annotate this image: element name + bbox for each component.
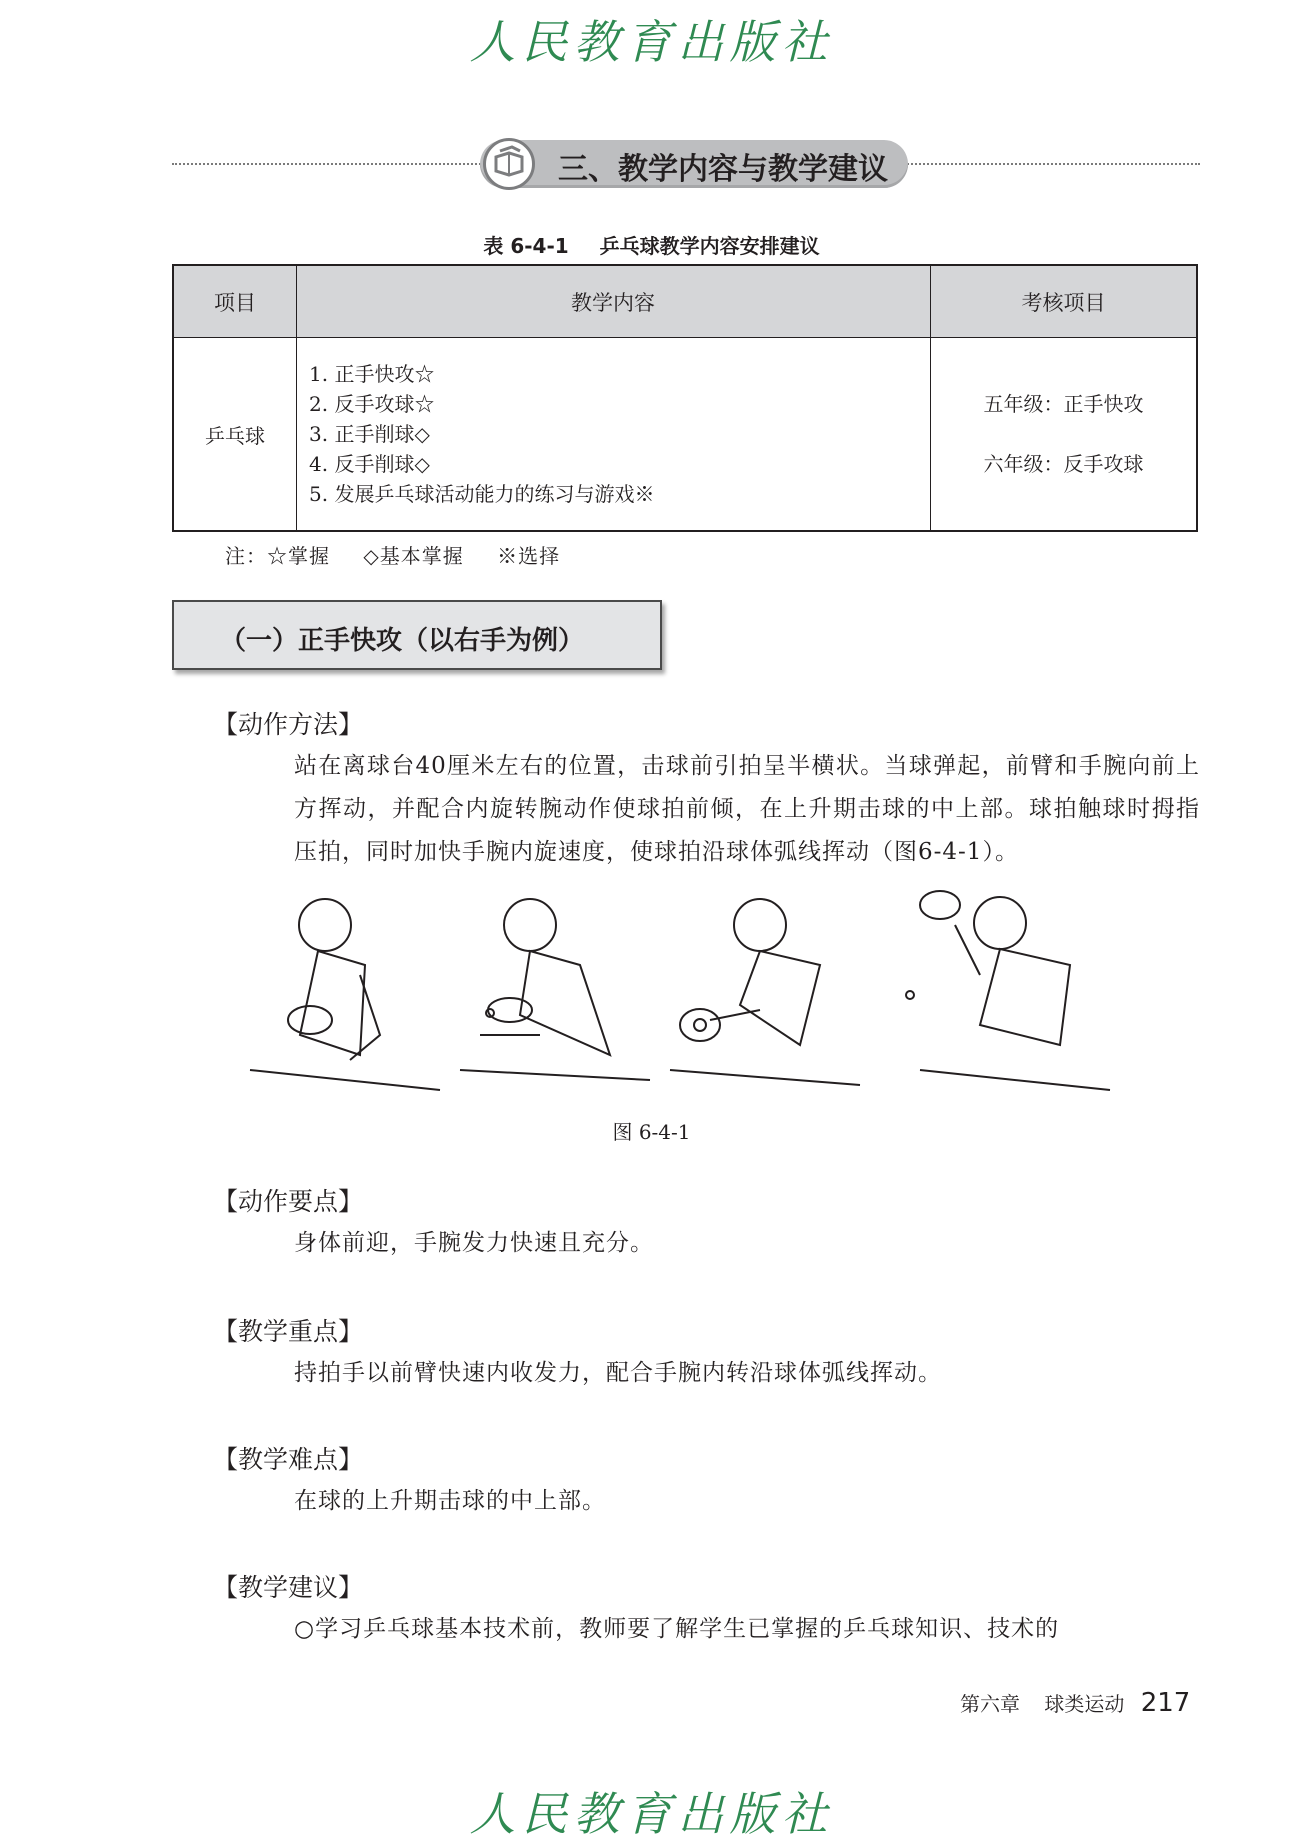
section-title: 三、教学内容与教学建议 (558, 152, 888, 187)
keypoints-text: 身体前迎，手腕发力快速且充分。 (294, 1230, 654, 1256)
cell-contents (297, 338, 931, 532)
method-text: 站在离球台40厘米左右的位置，击球前引拍呈半横状。当球弹起，前臂和手腕向前上方挥动，并配合内旋转腕动作使球拍前倾，在上升期击球的中上部。球拍触球时拇指压拍，同时加快手腕内旋速度，使球拍沿球体弧线挥动（图6-4-1）。 (294, 753, 1200, 865)
table-row (173, 338, 1197, 532)
note-optional: ※选择 (497, 544, 561, 568)
figure-caption: 图 6-4-1 (612, 1120, 691, 1144)
advice-heading: 【教学建议】 (213, 1573, 364, 1602)
keypoints-heading: 【动作要点】 (213, 1187, 364, 1216)
page-number: 217 (1140, 1688, 1191, 1718)
teaching-content-table (172, 264, 1198, 532)
figure-frame-4 (906, 891, 1110, 1090)
figure-frame-1 (250, 899, 440, 1090)
focus-heading: 【教学重点】 (213, 1317, 364, 1346)
footer-chapter: 第六章 (960, 1692, 1020, 1716)
cell-assessment (931, 338, 1198, 532)
table-title: 乒乓球教学内容安排建议 (599, 234, 820, 258)
footer-topic: 球类运动 (1044, 1692, 1125, 1716)
table-caption (0, 230, 1303, 259)
table-number: 表 6-4-1 (483, 234, 569, 258)
publisher-logo-top: 人民教育出版社 (469, 15, 834, 69)
assessment-item: 五年级：正手快攻 (983, 392, 1144, 416)
figure-frame-2 (460, 899, 650, 1080)
difficulty-heading: 【教学难点】 (213, 1445, 364, 1474)
content-item: 2. 反手攻球☆ (309, 392, 435, 416)
method-heading: 【动作方法】 (213, 710, 364, 739)
note-master: 注：☆掌握 (225, 544, 330, 568)
advice-text: ○学习乒乓球基本技术前，教师要了解学生已掌握的乒乓球知识、技术的 (294, 1616, 1060, 1642)
publisher-logo-bottom: 人民教育出版社 (469, 1787, 834, 1841)
note-basic: ◇基本掌握 (363, 544, 464, 568)
header-content: 教学内容 (297, 265, 931, 338)
content-item: 1. 正手快攻☆ (309, 362, 435, 386)
content-item: 4. 反手削球◇ (309, 452, 430, 476)
cell-item: 乒乓球 (173, 338, 297, 532)
table-note (225, 540, 586, 569)
difficulty-text: 在球的上升期击球的中上部。 (294, 1488, 606, 1514)
forehand-figure (240, 885, 1140, 1105)
table-header-row (173, 265, 1197, 338)
page-footer (960, 1688, 1190, 1718)
assessment-item: 六年级：反手攻球 (983, 452, 1144, 476)
focus-text: 持拍手以前臂快速内收发力，配合手腕内转沿球体弧线挥动。 (294, 1360, 942, 1386)
content-item: 3. 正手削球◇ (309, 422, 430, 446)
book-cap-icon (483, 138, 535, 190)
header-assessment: 考核项目 (931, 265, 1198, 338)
figure-frame-3 (670, 899, 860, 1085)
content-item: 5. 发展乒乓球活动能力的练习与游戏※ (309, 482, 655, 506)
subsection-title: （一）正手快攻（以右手为例） (220, 626, 585, 656)
header-item: 项目 (173, 265, 297, 338)
